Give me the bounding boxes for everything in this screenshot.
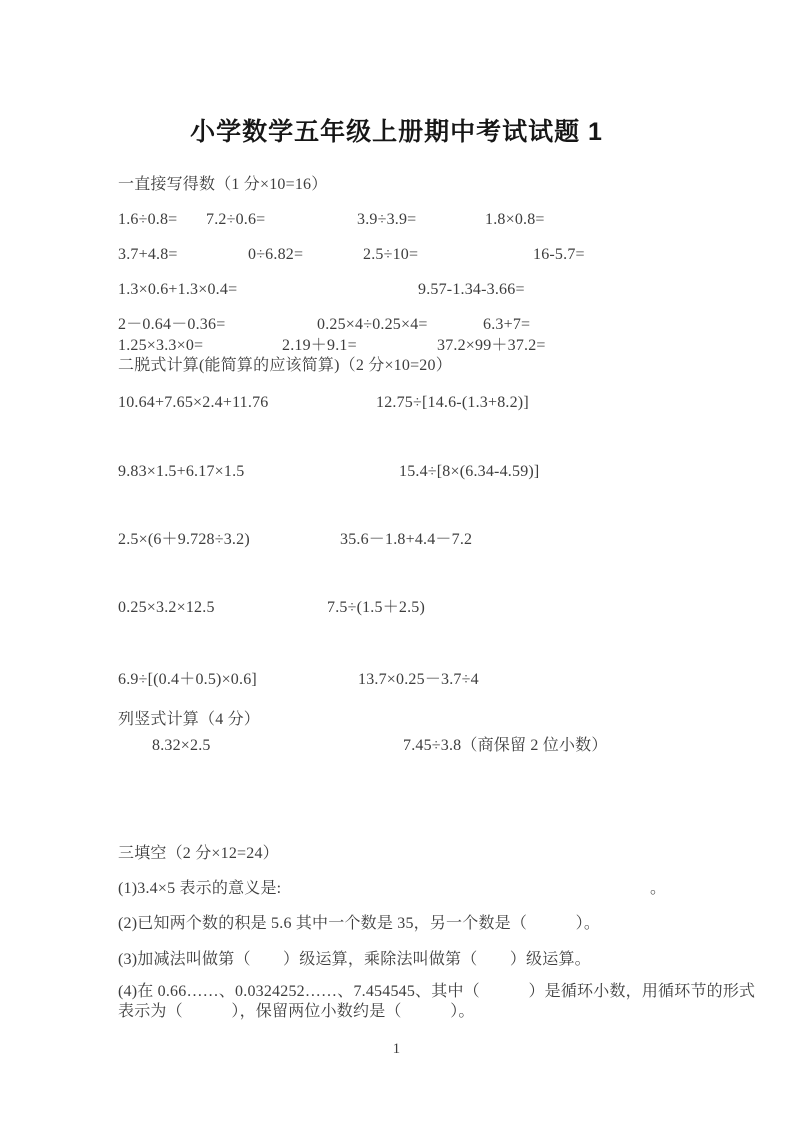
sec2-p3-right: 35.6－1.8+4.4－7.2 [340,531,473,548]
sec1-row2-eq4: 16-5.7= [533,246,585,263]
sec1-row2-eq2: 0÷6.82= [248,246,304,263]
sec3-item4-line1: (4)在 0.66……、0.0324252……、7.454545、其中（ ）是循环小数，用循环节的形式 [118,983,756,1000]
section3-header: 三填空（2 分×12=24） [118,845,279,862]
sec1-row1-eq2: 7.2÷0.6= [206,211,266,228]
sec1-row1-eq3: 3.9÷3.9= [357,211,417,228]
sec3-item3: (3)加减法叫做第（ ）级运算，乘除法叫做第（ ）级运算。 [118,951,591,968]
vertical-calc-left: 8.32×2.5 [152,737,211,754]
vertical-calc-right: 7.45÷3.8（商保留 2 位小数） [403,737,608,754]
sec1-row4-eq3: 6.3+7= [483,316,531,333]
sec1-row1-eq4: 1.8×0.8= [485,211,545,228]
section2-header: 二脱式计算(能简算的应该简算)（2 分×10=20） [118,357,452,374]
sec2-p1-left: 10.64+7.65×2.4+11.76 [118,394,269,411]
sec1-row3-eq2: 9.57-1.34-3.66= [418,281,525,298]
sec3-item1-period: 。 [650,880,667,897]
sec1-row2-eq3: 2.5÷10= [363,246,419,263]
sec2-p4-left: 0.25×3.2×12.5 [118,599,215,616]
sec1-row3-eq1: 1.3×0.6+1.3×0.4= [118,281,238,298]
sec3-item2: (2)已知两个数的积是 5.6 其中一个数是 35，另一个数是（ ）。 [118,915,601,932]
sec1-row1-eq1: 1.6÷0.8= [118,211,178,228]
sec1-row5-eq3: 37.2×99＋37.2= [437,337,546,354]
sec2-p5-right: 13.7×0.25－3.7÷4 [358,671,479,688]
sec1-row5-eq2: 2.19＋9.1= [282,337,357,354]
page-number: 1 [392,1041,401,1057]
sec2-p4-right: 7.5÷(1.5＋2.5) [327,599,426,616]
sec1-row4-eq1: 2－0.64－0.36= [118,316,226,333]
sec2-p5-left: 6.9÷[(0.4＋0.5)×0.6] [118,671,257,688]
sec3-item1: (1)3.4×5 表示的意义是: [118,880,282,897]
section1-header: 一直接写得数（1 分×10=16） [118,176,328,193]
vertical-calc-header: 列竖式计算（4 分） [118,711,261,728]
sec1-row5-eq1: 1.25×3.3×0= [118,337,204,354]
sec2-p2-right: 15.4÷[8×(6.34-4.59)] [399,463,540,480]
sec2-p1-right: 12.75÷[14.6-(1.3+8.2)] [376,394,529,411]
sec1-row2-eq1: 3.7+4.8= [118,246,178,263]
sec2-p3-left: 2.5×(6＋9.728÷3.2) [118,531,250,548]
sec1-row4-eq2: 0.25×4÷0.25×4= [317,316,428,333]
sec2-p2-left: 9.83×1.5+6.17×1.5 [118,463,245,480]
page-title: 小学数学五年级上册期中考试试题 1 [190,118,603,146]
sec3-item4-line2: 表示为（ ），保留两位小数约是（ ）。 [118,1003,475,1020]
